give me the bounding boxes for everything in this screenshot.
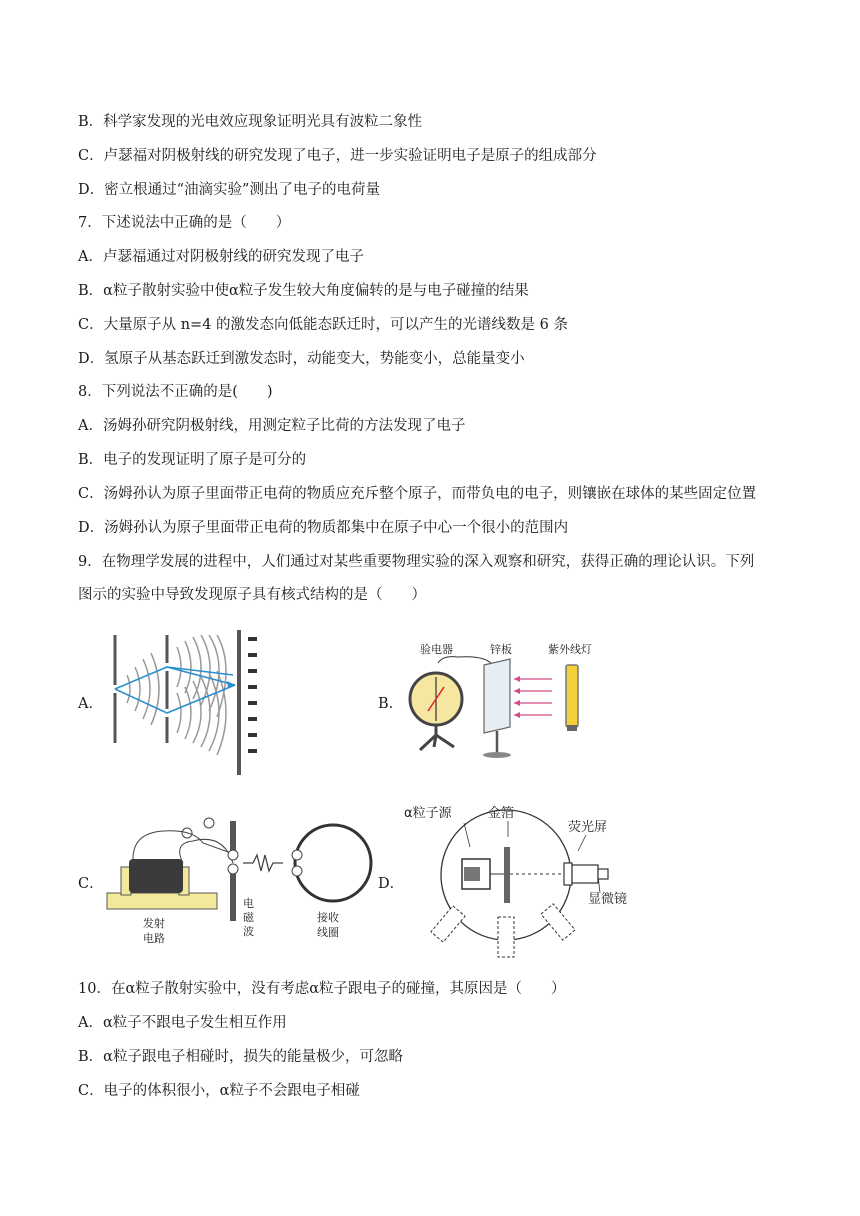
slit-barriers bbox=[115, 630, 239, 775]
figure-d-alpha-scattering bbox=[400, 797, 640, 972]
figure-c-letter: C． bbox=[78, 876, 104, 892]
figure-d-letter: D． bbox=[378, 876, 405, 892]
figure-a-letter: A． bbox=[78, 696, 103, 712]
q10-option-a: A．α粒子不跟电子发生相互作用 bbox=[78, 1015, 287, 1031]
label-wave-3: 波 bbox=[243, 925, 254, 938]
q10-option-c: C．电子的体积很小，α粒子不会跟电子相碰 bbox=[78, 1083, 360, 1099]
q7-option-d: D．氢原子从基态跃迁到激发态时，动能变大，势能变小，总能量变小 bbox=[78, 351, 525, 367]
q6-option-c: C．卢瑟福对阴极射线的研究发现了电子，进一步实验证明电子是原子的组成部分 bbox=[78, 148, 597, 164]
label-wave-1: 电 bbox=[243, 897, 254, 910]
microscope bbox=[572, 865, 598, 883]
q10-option-b: B．α粒子跟电子相碰时，损失的能量极少，可忽略 bbox=[78, 1049, 403, 1065]
q9-stem-line2: 图示的实验中导致发现原子具有核式结构的是（ ） bbox=[78, 587, 426, 603]
movable-detectors bbox=[431, 904, 575, 957]
label-receiver-2: 线圈 bbox=[317, 926, 339, 939]
q7-option-b: B．α粒子散射实验中使α粒子发生较大角度偏转的是与电子碰撞的结果 bbox=[78, 283, 529, 299]
q9-stem-line1: 9．在物理学发展的进程中，人们通过对某些重要物理实验的深入观察和研究，获得正确的理论认识。下列 bbox=[78, 554, 755, 570]
label-gold-foil: 金箔 bbox=[488, 806, 515, 821]
label-screen: 荧光屏 bbox=[568, 820, 608, 835]
label-microscope: 显微镜 bbox=[588, 892, 628, 907]
q6-option-b: B．科学家发现的光电效应现象证明光具有波粒二象性 bbox=[78, 114, 423, 130]
spark-zigzag bbox=[243, 855, 283, 871]
uv-rays bbox=[514, 679, 552, 715]
q7-stem: 7．下述说法中正确的是（ ） bbox=[78, 215, 291, 231]
receiver-ring bbox=[295, 825, 371, 901]
figure-a-double-slit bbox=[105, 625, 265, 780]
label-transmitter-1: 发射 bbox=[143, 917, 165, 930]
figure-c-hertz-experiment bbox=[103, 803, 375, 951]
label-zinc-plate: 锌板 bbox=[490, 643, 512, 656]
figure-b-photoelectric bbox=[398, 635, 608, 763]
q10-stem: 10．在α粒子散射实验中，没有考虑α粒子跟电子的碰撞，其原因是（ ） bbox=[78, 981, 566, 997]
q7-option-a: A．卢瑟福通过对阴极射线的研究发现了电子 bbox=[78, 249, 364, 265]
q8-option-d: D．汤姆孙认为原子里面带正电荷的物质都集中在原子中心一个很小的范围内 bbox=[78, 520, 569, 536]
zinc-plate bbox=[484, 659, 510, 733]
gold-foil bbox=[504, 847, 510, 903]
label-receiver-1: 接收 bbox=[317, 911, 339, 924]
q6-option-d: D．密立根通过“油滴实验”测出了电子的电荷量 bbox=[78, 182, 380, 198]
label-wave-2: 磁 bbox=[243, 911, 254, 924]
q7-option-c: C．大量原子从 n=4 的激发态向低能态跃迁时，可以产生的光谱线数是 6 条 bbox=[78, 317, 568, 333]
q8-stem: 8．下列说法不正确的是( ) bbox=[78, 384, 273, 400]
label-uv-lamp: 紫外线灯 bbox=[548, 643, 592, 656]
uv-lamp bbox=[566, 665, 578, 727]
label-transmitter-2: 电路 bbox=[143, 932, 165, 945]
screen-fringes bbox=[248, 637, 257, 753]
induction-coil bbox=[129, 859, 183, 893]
q8-option-c: C．汤姆孙认为原子里面带正电荷的物质应充斥整个原子，而带负电的电子，则镶嵌在球体的某些固定位置 bbox=[78, 486, 757, 502]
figure-b-letter: B． bbox=[378, 696, 404, 712]
q8-option-b: B．电子的发现证明了原子是可分的 bbox=[78, 452, 307, 468]
q8-option-a: A．汤姆孙研究阴极射线，用测定粒子比荷的方法发现了电子 bbox=[78, 418, 466, 434]
label-alpha-source: α粒子源 bbox=[404, 806, 452, 821]
label-electroscope: 验电器 bbox=[420, 643, 453, 656]
